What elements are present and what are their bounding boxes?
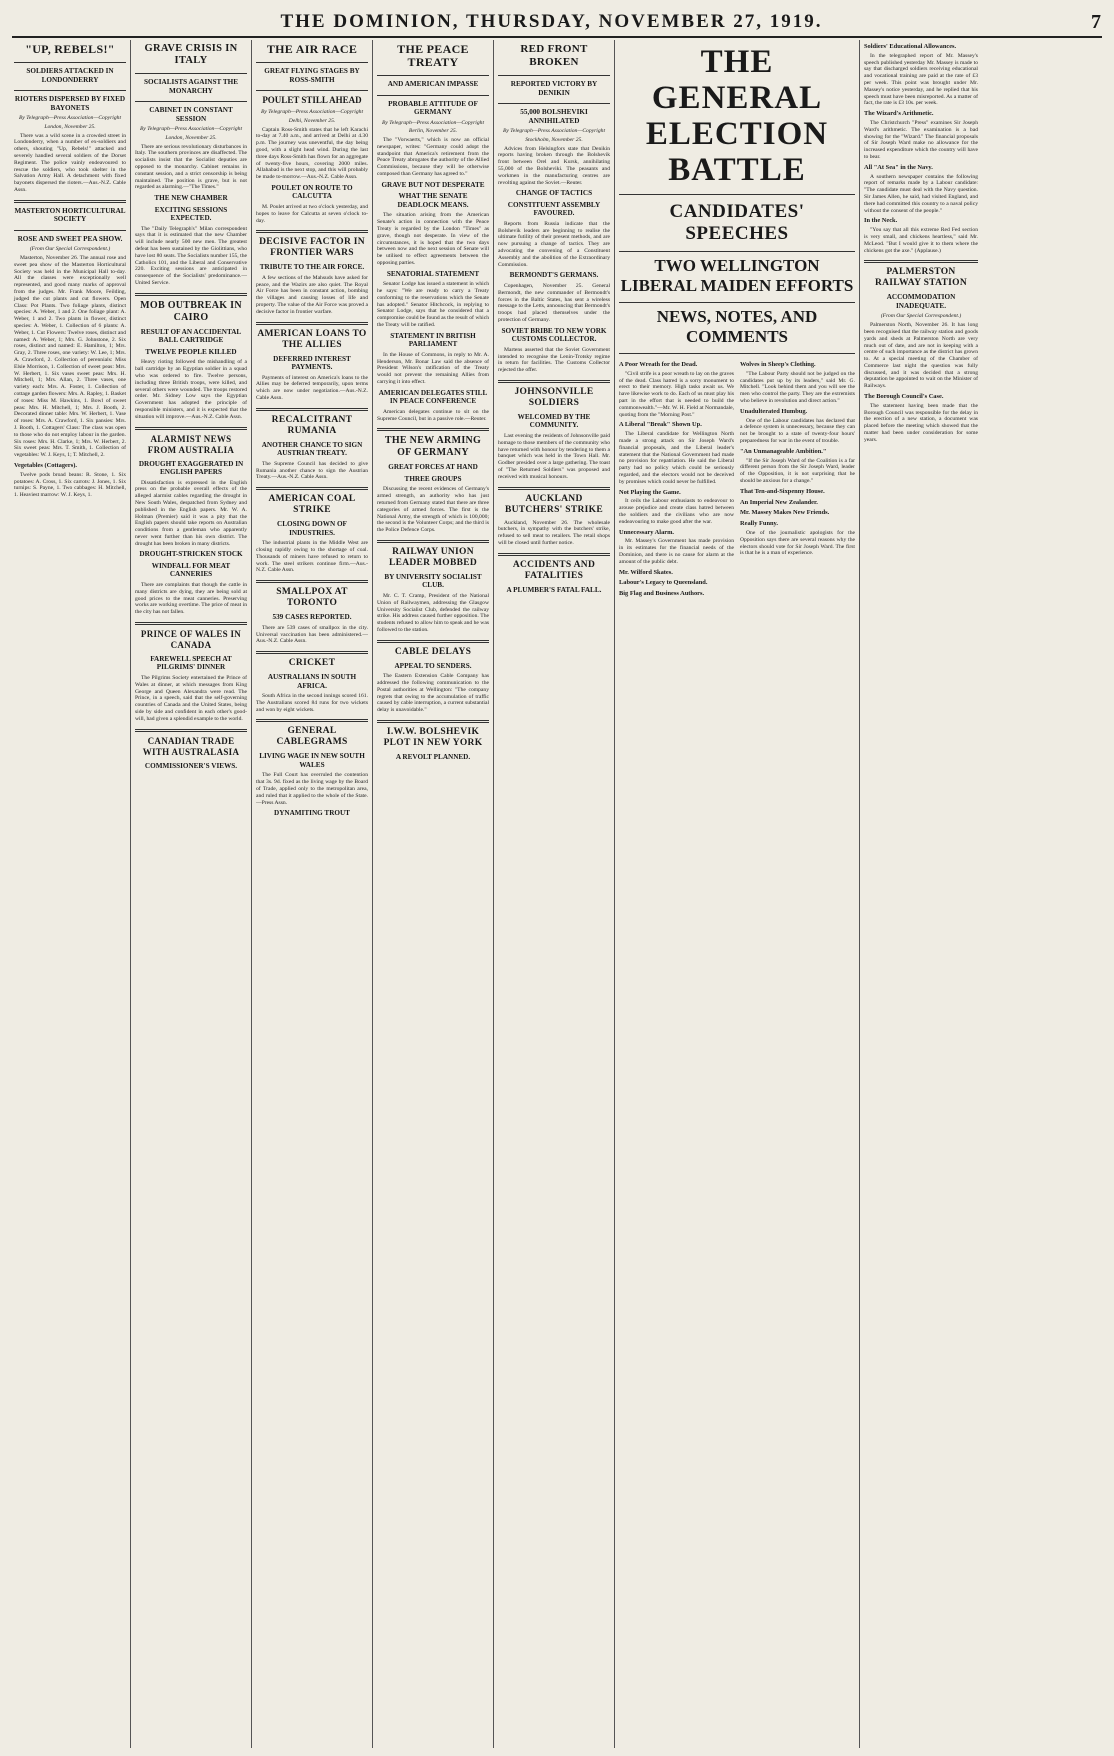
headline-american-delegates: AMERICAN DELEGATES STILL IN PEACE CONFERENCE (378, 388, 488, 406)
column-7 (860, 40, 982, 1748)
subhead: FAREWELL SPEECH AT PILGRIMS' DINNER (150, 654, 232, 672)
headline-auckland-butchers: AUCKLAND BUTCHERS' STRIKE (505, 493, 603, 515)
headline-new-chamber: THE NEW CHAMBER (154, 194, 228, 203)
subhead: COMMISSIONER'S VIEWS. (144, 761, 238, 770)
headline-rumania: RECALCITRANT RUMANIA (271, 414, 353, 436)
headline-change-of-tactics: CHANGE OF TACTICS (515, 189, 593, 198)
subhead: CONSTITUENT ASSEMBLY FAVOURED. (507, 200, 601, 218)
subhead: A REVOLT PLANNED. (395, 753, 471, 762)
article-body: The industrial plants in the Middle West are closing rapidly owing to the shortage of coal. Thousands of miners have refused to return to work. The steel strikers continue firm.—Aus.-N.Z. Cable Assn. (256, 540, 368, 574)
headline-drought-stock: DROUGHT-STRICKEN STOCK (139, 550, 243, 559)
headline-peace-treaty: THE PEACE TREATY (397, 42, 469, 69)
subhead: SOLDIERS ATTACKED IN LONDONDERRY (26, 67, 114, 84)
dateline: London, November 25. (165, 134, 217, 141)
subhead: CLOSING DOWN OF INDUSTRIES. (277, 520, 347, 537)
election-right-column (740, 358, 855, 600)
article-body: The situation arising from the American Senate's action in connection with the Peace Treaty is regarded by the London "Times" as grave, though not desperate. In view of the circumstances, it is hoped that the two days between now and the next session of Senate will be utilised to effect agreements between the opposing parties. (377, 212, 489, 266)
headline-cricket: CRICKET (288, 658, 336, 669)
article-body: The "Daily Telegraph's" Milan correspondent says that it is estimated that the new Chamber will include nearly 500 new men. The greatest defeat has been sustained by the Giolittians, who have lost 80 seats. The Socialists number 155, the Catholics 101, and the Liberal and Conservative 220. Exciting sessions are anticipated in consequence of the Socialists' predominance.—United Service. (135, 225, 247, 287)
article-body: There are 539 cases of smallpox in the city. Universal vaccination has been administered.—Aus.-N.Z. Cable Assn. (256, 624, 368, 645)
subhead: 539 CASES REPORTED. (272, 613, 352, 622)
dateline: Berlin, November 25. (408, 128, 458, 135)
page-number: 7 (1090, 10, 1102, 33)
columns (10, 40, 1104, 1748)
article-body: There are serious revolutionary disturbances in Italy. The southern provinces are disaffected. The socialists insist that the Socialist deputies are opposed to the monarchy. Cabinet remains in constant session, and a strict censorship is being maintained. The position is grave, but is not regarded as alarming.—"The Times." (135, 143, 247, 191)
headline-red-front-broken: RED FRONT BROKEN (520, 43, 588, 68)
newspaper-masthead-title: THE DOMINION, THURSDAY, NOVEMBER 27, 1919. (280, 11, 823, 32)
section-heading: An Imperial New Zealander. (740, 498, 818, 506)
section-heading: Mr. Massey Makes New Friends. (740, 509, 830, 517)
subhead: DROUGHT EXAGGERATED IN ENGLISH PAPERS (138, 459, 244, 477)
article-body: "You say that all this extreme Red Fed section is very small, and chickens heartless," said Mr. McLeod. "But I would give it to them where the chickens got the axe." (Applause.) (864, 227, 978, 254)
article-body: The statement having been made that the Borough Council was responsible for the delay in the erection of a new station, a document was placed before the meeting which showed that the matter had been under consideration for some years. (864, 402, 978, 443)
headline-frontier-wars: DECISIVE FACTOR IN FRONTIER WARS (259, 237, 365, 259)
article-body: The Supreme Council has decided to give Rumania another chance to sign the Austrian Treaty.—Aus.-N.Z. Cable Assn. (256, 460, 368, 481)
article-body: A southern newspaper contains the following report of remarks made by a Labour candidate: "The candidate must deal with the Navy question. Sir James Allen, he said, had visited England, and there had committed this country to a naval policy without the consent of the people." (864, 173, 978, 214)
section-heading: The Wizard's Arithmetic. (864, 110, 934, 118)
headline-british-parliament: STATEMENT IN BRITISH PARLIAMENT (390, 331, 476, 349)
credit-line: (From Our Special Correspondent.) (29, 246, 111, 253)
article-body: Captain Ross-Smith states that he left Karachi to-day at 7.40 a.m., and arrived at Delhi at 4.30 p.m. The journey was uneventful, the day being good, with a slight head wind. During the last three days Ross-Smith has flown for an aggregate of twenty-five hours, covering 2000 miles. Allahabad is the next stop, and this will probably be made to-morrow.—Aus.-N.Z. Cable Assn. (256, 126, 368, 181)
column-5 (494, 40, 615, 1748)
headline-up-rebels: "UP, REBELS!" (25, 42, 115, 56)
headline-alarmist-news: ALARMIST NEWS FROM AUSTRALIA (147, 433, 235, 455)
subhead: LIVING WAGE IN NEW SOUTH WALES (259, 752, 365, 769)
subhead: ROSE AND SWEET PEA SHOW. (17, 234, 123, 243)
section-heading: A Liberal "Break" Shown Up. (619, 421, 702, 429)
subhead: CABINET IN CONSTANT SESSION (149, 106, 233, 123)
subhead: EXCITING SESSIONS EXPECTED. (154, 205, 228, 223)
article-body: The Full Court has overruled the contention that 3s. 9d. fixed as the living wage by the Board of Trade, applied only to the metropolitan area, and ruled that it applied to the whole of the State.—Press Assn. (256, 772, 368, 806)
section-heading: Vegetables (Cottagers). (14, 461, 77, 469)
section-heading: Big Flag and Business Authors. (619, 590, 705, 598)
section-heading: Mr. Wilford Skates. (619, 568, 673, 576)
credit-line: By Telegraph—Press Association—Copyright (260, 109, 364, 115)
article-body: The Eastern Extension Cable Company has addressed the following communication to the Postal authorities at Wellington: "The company regrets that owing to the accumulation of traffic caused by cable interruption, a current substantial delay is unavoidable." (377, 673, 489, 714)
dateline: Delhi, November 25. (288, 117, 336, 124)
article-body: American delegates continue to sit on the Supreme Council, but in a passive role.—Reuter. (377, 408, 489, 422)
section-heading: Really Funny. (740, 520, 778, 528)
headline-american-loans: AMERICAN LOANS TO THE ALLIES (257, 328, 367, 350)
masthead (12, 8, 1102, 38)
article-body: "If the Sir Joseph Ward of the Coalition is a far different person from the Sir Joseph Ward, leader of the Opposition, it is not surprising that he should be anxious for a change." (740, 457, 855, 484)
subhead: POULET ON ROUTE TO CALCUTTA (271, 183, 353, 201)
article-body: One of the Labour candidates has declared that a defence system is unnecessary, because they can not be brought to a state of twenty-four hours' preparedness for war in the event of trouble. (740, 417, 855, 444)
article-body: In the House of Commons, in reply to Mr. A. Henderson, Mr. Bonar Law said the absence of President Wilson's ratification of the Treaty would not prevent the remaining Allies from carrying it into effect. (377, 351, 489, 386)
headline-canadian-trade: CANADIAN TRADE WITH AUSTRALASIA (142, 735, 240, 757)
subhead: WELCOMED BY THE COMMUNITY. (517, 412, 591, 430)
credit-line: By Telegraph—Press Association—Copyright (381, 119, 485, 126)
subhead: 55,000 BOLSHEVIKI ANNIHILATED (520, 108, 588, 125)
column-1 (10, 40, 131, 1748)
article-body: Discussing the recent evidences of Germany's armed strength, an authority who has just returned from Germany stated that there are three categories of armed forces. The first is the National Army, the strength of which is 100,000; the second is the Volunteer Corps; and the third is the Police Defence Corps. (377, 486, 489, 534)
headline-prince-of-wales: PRINCE OF WALES IN CANADA (140, 628, 242, 650)
subhead: AND AMERICAN IMPASSE (387, 80, 479, 88)
article-body: One of the journalistic apologists for the Opposition says there are several reasons why the electors should vote for Sir Joseph Ward. The first is that he is a man of experience. (740, 529, 855, 557)
subhead: WINDFALL FOR MEAT CANNERIES (151, 561, 231, 579)
article-body: Mr. Massey's Government has made provision in its estimates for the financial needs of the Dominion, and there is no cause for alarm at the amount of the public debt. (619, 538, 734, 565)
article-body: "The Labour Party should not be judged on the candidates put up by its leaders," said Mr. G. Mitchell. "Look behind them and you will see the men who control the party. They are the extremists who believe in revolution and direct action." (740, 370, 855, 404)
headline-dynamiting-trout: DYNAMITING TROUT (274, 809, 350, 818)
column-6-election (615, 40, 860, 1748)
article-body: Payments of interest on America's loans to the Allies may be deferred temporarily, upon terms which are now under negotiation.—Aus.-N.Z. Cable Assn. (256, 374, 368, 402)
credit-line: By Telegraph—Press Association—Copyright (502, 128, 606, 134)
section-heading: A Poor Wreath for the Dead. (619, 361, 698, 368)
credit-line: (From Our Special Correspondent.) (880, 313, 962, 320)
headline-masterton-horticultural: MASTERTON HORTICULTURAL SOCIETY (14, 206, 126, 224)
subhead: TRIBUTE TO THE AIR FORCE. (259, 263, 365, 272)
headline-air-race: THE AIR RACE (266, 42, 358, 56)
subhead-news-notes-comments: NEWS, NOTES, AND COMMENTS (656, 307, 818, 346)
section-heading: Not Playing the Game. (619, 488, 681, 496)
dateline: London, November 25. (44, 123, 96, 130)
article-body: South Africa in the second innings scored 161. The Australians scored 84 runs for two wickets and won by eight wickets. (256, 693, 368, 713)
article-body: The Christchurch "Press" examines Sir Joseph Ward's arithmetic. The examination is a bad showing for the "Wizard." The financial proposals of Sir Joseph Ward make no allowance for the increased expenditure which the country will have to bear. (864, 119, 978, 160)
headline-arming-germany: THE NEW ARMING OF GERMANY (384, 435, 482, 459)
subhead: REPORTED VICTORY BY DENIKIN (510, 80, 598, 97)
article-body: A few sections of the Mahsuds have asked for peace, and the Wazirs are also quiet. The Royal Air Force has been in constant action, bombing the villages and causing losses of life and property. The value of the Air Force was proved a decisive factor in frontier warfare. (256, 274, 368, 315)
article-body: "Civil strife is a poor wreath to lay on the graves of the dead. Class hatred is a sorry monument to erect to their memory. High tasks await us. We have likewise work to do. Each of us must play his part in the effort that is needed to build the commonwealth."—Mr. W. H. Field at Normandale, quoting from the "Morning Post." (619, 370, 734, 418)
article-body: Advices from Helsingfors state that Denikin reports having broken through the Bolshevik front between Orel and Kursk, annihilating 55,000 of the Bolsheviki. The peasants and workmen in the manufacturing centres are revolting against the Soviet.—Reuter. (498, 145, 610, 186)
article-body: Last evening the residents of Johnsonville paid homage to those members of the community who have returned with honour by tendering to them a banquet which was held in the Town Hall. Mr. Godber presided over a large gathering. The toast of "The Returned Soldiers" was proposed and received with musical honours. (498, 432, 610, 480)
article-body: Reports from Russia indicate that the Bolshevik leaders are beginning to realise the ultimate futility of their present methods, and are now pursuing a change of tactics. They are advocating the convening of a Constituent Assembly and the abolition of the Extraordinary Commission. (498, 220, 610, 268)
subhead: RESULT OF AN ACCIDENTAL BALL CARTRIDGE (140, 327, 242, 345)
headline-soviet-bribe: SOVIET BRIBE TO NEW YORK CUSTOMS COLLECTOR. (501, 326, 607, 344)
election-left-column (619, 358, 734, 600)
article-body: Palmerston North, November 26. It has long been recognised that the railway station and goods yards and sheds at Palmerston North are very much out of date, and are not in keeping with a centre of such importance as the district has grown to. At a special meeting of the Chamber of Commerce last night the question was fully discussed, and it was decided that a strong deputation be appointed to wait on the Minister of Railways. (864, 322, 978, 390)
section-heading: Unnecessary Alarm. (619, 528, 675, 536)
article-body: Copenhagen, November 25. General Bermondt, the new commander of Bermondt's forces in the Baltic States, has sent a wireless message to the Letts, announcing that Bermondt's troops had placed themselves under the protection of Germany. (498, 282, 610, 323)
subhead: PROBABLE ATTITUDE OF GERMANY (388, 99, 478, 116)
headline-iww-plot: I.W.W. BOLSHEVIK PLOT IN NEW YORK (383, 727, 483, 749)
credit-line: By Telegraph—Press Association—Copyright (18, 115, 122, 121)
headline-general-cablegrams: GENERAL CABLEGRAMS (276, 726, 348, 748)
article-body: The "Vorwaerts," which is now an official newspaper, writes: "Germany could adopt the standpoint that America's retirement from the Peace Treaty abrogates the authority of the Allied Commissions, because they will be otherwise composed than Germany has agreed to." (377, 137, 489, 178)
article-body: M. Poulet arrived at two o'clock yesterday, and hopes to leave for Calcutta at seven o'clock to-day. (256, 203, 368, 224)
article-body: There was a wild scene in a crowded street in Londonderry, when a number of ex-soldiers and others, shouting "Up, Rebels!" attacked and severely handled several soldiers of the Dorset Regiment. The police vainly endeavoured to rescue the soldiers, who took shelter in the Salvation Army Hall. A detachment with fixed bayonets dispersed the rioters.—Aus.-N.Z. Cable Assn. (14, 132, 126, 193)
article-body: There are complaints that though the cattle in many districts are dying, they are being sold at good prices to the meat canneries. Preserving works are working overtime. The price of meat in the city has not fallen. (135, 581, 247, 616)
column-3 (252, 40, 373, 1748)
subhead: TWELVE PEOPLE KILLED (145, 347, 237, 356)
section-heading: The Borough Council's Case. (864, 393, 944, 401)
subhead: GREAT FLYING STAGES BY ROSS-SMITH (264, 67, 360, 84)
section-heading: In the Neck. (864, 217, 898, 225)
subhead: WHAT THE SENATE DEADLOCK MEANS. (397, 192, 469, 209)
headline-johnsonville: JOHNSONVILLE SOLDIERS (514, 386, 594, 408)
article-body: Auckland, November 26. The wholesale butchers, in sympathy with the butchers' strike, refused to sell meat to retailers. The retail shops will be closed until further notice. (498, 519, 610, 546)
article-body: Masterton, November 26. The annual rose and sweet pea show of the Masterton Horticultural Society was held in the Municipal Hall to-day. All the classes were exceptionally well represented, and good many marks of approval from the judges. Mr. Frank Moore, Feilding, judged the cut plants and cut flowers. Open Class: Pot Plants. Two foliage plants, distinct species: A. Weber, 1 and 2. One foliage plant: A. Weber, 1 and 2. Two plants in flower, distinct species: A. Weber, 1. Collection of 6 plants: A. Weber, 1. Cut Flowers: Twelve roses, distinct and named: A. Weber, 1; Mrs. G. Johnstone, 2. Six roses, distinct and named: E. Hamilton, 1; Mrs. Gray, 2. Three roses, one variety: W. Lee, 1; Mrs. A. Crawford, 2. Collection of perennials: Miss Elsie Morrison, 1. Collection of sweet peas: Mrs. W. Herbert, 1. Six vases sweet peas: Mrs. H. Mitchell, 1; Mrs. Allan, 2. Three vases, one variety each: Mrs. A. Foster, 1. Collection of cottage garden flowers: Mrs. A. Rapley, 1. Basket of roses: Miss M. Hawkins, 1. Bowl of sweet peas: Mrs. H. Mitchell, 1; Mrs. J. Booth, 2. Decorated dinner table: Mrs. W. Herbert, 1. Vase of roses: Mrs. A. Crawford, 1. Six pansies: Mrs. J. Booth, 1. Cottagers' Class: The class was open to those who do not employ labour in the garden. Six roses: Mrs. H. Clarke, 1; Mrs. W. Herbert, 2. Six sweet peas: Mrs. T. Smith, 1. Collection of vegetables: W. J. Keys, 1; T. Mitchell, 2. (14, 255, 126, 459)
section-heading: All "At Sea" in the Navy. (864, 163, 933, 171)
headline-grave-crisis-italy: GRAVE CRISIS IN ITALY (144, 43, 238, 66)
column-2 (131, 40, 252, 1748)
subhead: POULET STILL AHEAD (262, 95, 362, 105)
article-body: Dissatisfaction is expressed in the English press on the probable overall effects of the alleged alarmist cables regarding the drought in New South Wales, despatched from Sydney and published in the English papers. Mr. W. A. Holman (Premier) said it was a pity that the English papers should take reports on Australian conditions from a gentleman who apparently never went further than his own district. The drought has been broken in many districts. (135, 479, 247, 547)
section-heading: That Ten-and-Sixpenny House. (740, 487, 825, 495)
section-heading: Unadulterated Humbug. (740, 407, 808, 415)
subhead: ANOTHER CHANCE TO SIGN AUSTRIAN TREATY. (261, 440, 363, 458)
subhead: RIOTERS DISPERSED BY FIXED BAYONETS (14, 95, 126, 112)
headline-general-election-battle: THE GENERAL ELECTION BATTLE (645, 44, 829, 188)
headline-palmerston-railway: PALMERSTON RAILWAY STATION (874, 267, 968, 289)
section-heading: Wolves in Sheep's Clothing. (740, 361, 816, 368)
subhead: THREE GROUPS (404, 474, 462, 483)
subhead-candidates-speeches: CANDIDATES' SPEECHES (669, 201, 805, 244)
article-body: The Pilgrims Society entertained the Prince of Wales at dinner, at which messages from King George and Queen Alexandra were read. The Prince, in a speech, said that the self-governing countries of Canada and the United States, being side by side and confident in each other's good-will, had given a splendid example to the world. (135, 674, 247, 722)
subhead: BY UNIVERSITY SOCIALIST CLUB. (384, 572, 482, 590)
headline-coal-strike: AMERICAN COAL STRIKE (268, 494, 356, 516)
article-body: In the telegraphed report of Mr. Massey's speech published yesterday Mr. Massey is made to say that discharged soldiers receiving educational and vocational training are paid at the rate of £3 per week. This point was brought under Mr. Massey's notice yesterday, and he replied that his speech must have been misreported. As a matter of fact, the rate is £3 10s. per week. (864, 52, 978, 107)
section-heading: "An Unmanageable Ambition." (740, 447, 827, 455)
subhead: AUSTRALIANS IN SOUTH AFRICA. (267, 673, 357, 690)
article-body: Martens asserted that the Soviet Government intended to recognise the Lenin-Trotsky regime in return for facilities. The Customs Collector rejected the offer. (498, 346, 610, 374)
article-body: The Liberal candidate for Wellington North made a strong attack on Sir Joseph Ward's financial proposals, and the Liberal leader's statement that the National Government had made no provision for repatriation. He said the Liberal party had no policy which could be seriously regarded, and the electors would not be deceived by promises which could never be fulfilled. (619, 431, 734, 485)
article-body: Mr. C. T. Cramp, President of the National Union of Railwaymen, addressing the Glasgow University Socialist Club, defended the railway strike. His address caused further opposition. The students refused to allow him to speak and he was followed to the station. (377, 592, 490, 633)
subhead: A PLUMBER'S FATAL FALL. (506, 585, 602, 594)
headline-railway-union: RAILWAY UNION LEADER MOBBED (388, 546, 478, 568)
subhead: GREAT FORCES AT HAND (388, 463, 478, 472)
article-body: Senator Lodge has issued a statement in which he says: "We are ready to carry a Treaty conforming to the reservations which the Senate has adopted." Senator Hitchcock, in replying to Senator Lodge, says that he considered that a compromise could be found as the result of which the Treaty will be ratified. (377, 281, 489, 329)
headline-bermondt: BERMONDT'S GERMANS. (509, 271, 599, 280)
subhead: SOCIALISTS AGAINST THE MONARCHY (143, 78, 238, 95)
section-heading: Labour's Legacy to Queensland. (619, 579, 708, 587)
article-body: Heavy rioting followed the mishandling of a ball cartridge by an Egyptian soldier in a squad who was ordered to fire. Twelve persons, including three British troops, were killed, and several others were wounded. The troops restored order. Mr. Sidney Low says the Egyptian Government has adopted the principle of responsible ministers, and it is expected that the situation will improve.—Aus.-N.Z. Cable Assn. (135, 359, 247, 420)
article-body: Twelve pods broad beans: R. Stone, 1. Six potatoes: A. Cross, 1. Six carrots: J. Jones, 1. Six turnips: S. Payne, 1. Two cabbages: H. Mitchell, 1. Heaviest marrow: W. J. Keys, 1. (14, 471, 126, 499)
headline-accidents: ACCIDENTS AND FATALITIES (512, 559, 596, 581)
headline-grave-not-desperate: GRAVE BUT NOT DESPERATE (381, 180, 485, 189)
headline-mob-outbreak-cairo: MOB OUTBREAK IN CAIRO (140, 299, 242, 323)
subhead: DEFERRED INTEREST PAYMENTS. (273, 354, 351, 372)
headline-smallpox: SMALLPOX AT TORONTO (276, 587, 348, 609)
headline-cable-delays: CABLE DELAYS (394, 646, 472, 657)
article-body: It ceils the Labour enthusiasts to endeavour to arouse prejudice and create class hatred between the soldiers and the civilians who are now endeavouring to make good after the war. (619, 498, 734, 525)
subhead: ACCOMMODATION INADEQUATE. (886, 293, 956, 310)
credit-line: By Telegraph—Press Association—Copyright (139, 126, 243, 132)
subhead: APPEAL TO SENDERS. (394, 661, 472, 670)
column-4 (373, 40, 494, 1748)
dateline: Stockholm, November 25. (525, 136, 583, 143)
headline-senatorial-statement: SENATORIAL STATEMENT (386, 269, 480, 278)
section-heading: Soldiers' Educational Allowances. (864, 43, 957, 50)
subhead-liberal-maiden-efforts: TWO WELLINGTON LIBERAL MAIDEN EFFORTS (620, 256, 854, 295)
